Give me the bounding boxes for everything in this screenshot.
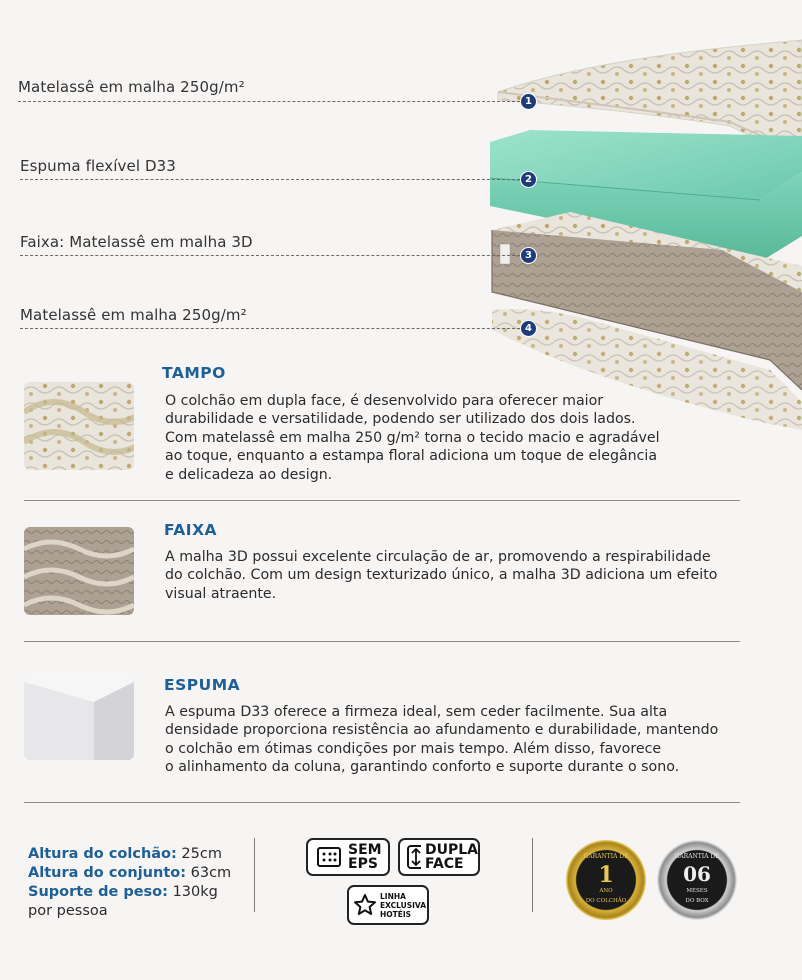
layer-3-label: Faixa: Matelassê em malha 3D — [20, 233, 253, 251]
specs-divider — [254, 838, 255, 912]
tampo-line: O colchão em dupla face, é desenvolvido para oferecer maior — [165, 393, 604, 409]
layer-1-leader-line — [18, 101, 520, 102]
section-divider — [24, 500, 740, 501]
linha-line2: EXCLUSIVA — [380, 900, 427, 910]
sem-eps-badge — [306, 838, 390, 876]
faixa-description — [165, 548, 745, 603]
faixa-mesh-image — [24, 527, 134, 615]
seal-1-unit: ANO — [599, 888, 613, 894]
layer-1-label: Matelassê em malha 250g/m² — [18, 78, 245, 96]
specs-block — [28, 845, 248, 921]
tampo-line: Com matelassê em malha 250 g/m² torna o tecido macio e agradável — [165, 429, 660, 446]
dupla-face-line2: FACE — [424, 856, 464, 872]
linha-line3: HOTÉIS — [380, 909, 412, 919]
mattress-height-spec: Altura do colchão: 25cm — [28, 846, 222, 862]
layer-2-number-badge: 2 — [520, 171, 537, 188]
sem-eps-line1: SEM — [348, 842, 382, 858]
mattress-illustration — [470, 30, 802, 430]
layer-2-leader-line — [20, 179, 520, 180]
linha-exclusiva-badge — [347, 885, 429, 925]
tampo-fabric-image — [24, 382, 134, 470]
foam-block-icon — [316, 845, 342, 869]
layer-1-number-badge: 1 — [520, 93, 537, 110]
weight-spec-suffix: por pessoa — [28, 903, 108, 919]
tampo-line: e delicadeza ao design. — [165, 466, 333, 483]
faixa-line: do colchão. Com um design texturizado único, a malha 3D adiciona um efeito — [165, 567, 718, 584]
faixa-line: visual atraente. — [165, 585, 277, 602]
seal-2-bottom-text: DO BOX — [685, 898, 709, 904]
badges-divider — [532, 838, 533, 912]
seal-1-bottom-text: DO COLCHÃO — [585, 898, 627, 904]
sem-eps-line2: EPS — [348, 856, 378, 872]
seal-2-top-text: GARANTIA DE — [674, 853, 720, 860]
espuma-line: densidade proporciona resistência ao afundamento e durabilidade, mantendo — [165, 722, 719, 739]
espuma-line: o colchão em ótimas condições por mais tempo. Além disso, favorece — [165, 740, 662, 757]
espuma-title: ESPUMA — [164, 676, 241, 694]
layer-3-number-badge: 3 — [520, 247, 537, 264]
dupla-face-line1: DUPLA — [424, 842, 478, 858]
espuma-description — [165, 703, 735, 777]
weight-spec: Suporte de peso: 130kg — [28, 884, 218, 900]
espuma-foam-image — [24, 672, 134, 760]
warranty-1-year-seal — [566, 840, 646, 920]
layer-4-leader-line — [20, 328, 520, 329]
flip-arrows-icon — [406, 844, 421, 870]
star-icon — [353, 893, 377, 917]
tampo-line: ao toque, enquanto a estampa floral adiciona um toque de elegância — [165, 448, 658, 465]
layer-4-label: Matelassê em malha 250g/m² — [20, 306, 247, 324]
layer-2-label: Espuma flexível D33 — [20, 157, 176, 175]
layer-3-leader-line — [20, 255, 520, 256]
warranty-6-months-seal — [657, 840, 737, 920]
dupla-face-badge — [398, 838, 480, 876]
tampo-line: durabilidade e versatilidade, podendo ser utilizado dos dois lados. — [165, 411, 636, 428]
section-divider — [24, 641, 740, 642]
espuma-line: o alinhamento da coluna, garantindo conforto e suporte durante o sono. — [165, 759, 680, 776]
tampo-title: TAMPO — [162, 364, 226, 382]
faixa-title: FAIXA — [164, 521, 218, 539]
section-divider — [24, 802, 740, 803]
linha-line1: LINHA — [380, 891, 406, 901]
espuma-line: A espuma D33 oferece a firmeza ideal, sem ceder facilmente. Sua alta — [165, 704, 668, 720]
seal-1-top-text: GARANTIA DE — [583, 853, 629, 860]
seal-2-unit: MESES — [686, 888, 708, 894]
tampo-description — [165, 392, 725, 484]
faixa-line: A malha 3D possui excelente circulação de ar, promovendo a respirabilidade — [165, 549, 711, 565]
set-height-spec: Altura do conjunto: 63cm — [28, 865, 232, 881]
seal-1-number: 1 — [598, 862, 614, 888]
layer-4-number-badge: 4 — [520, 320, 537, 337]
seal-2-number: 06 — [683, 862, 711, 886]
